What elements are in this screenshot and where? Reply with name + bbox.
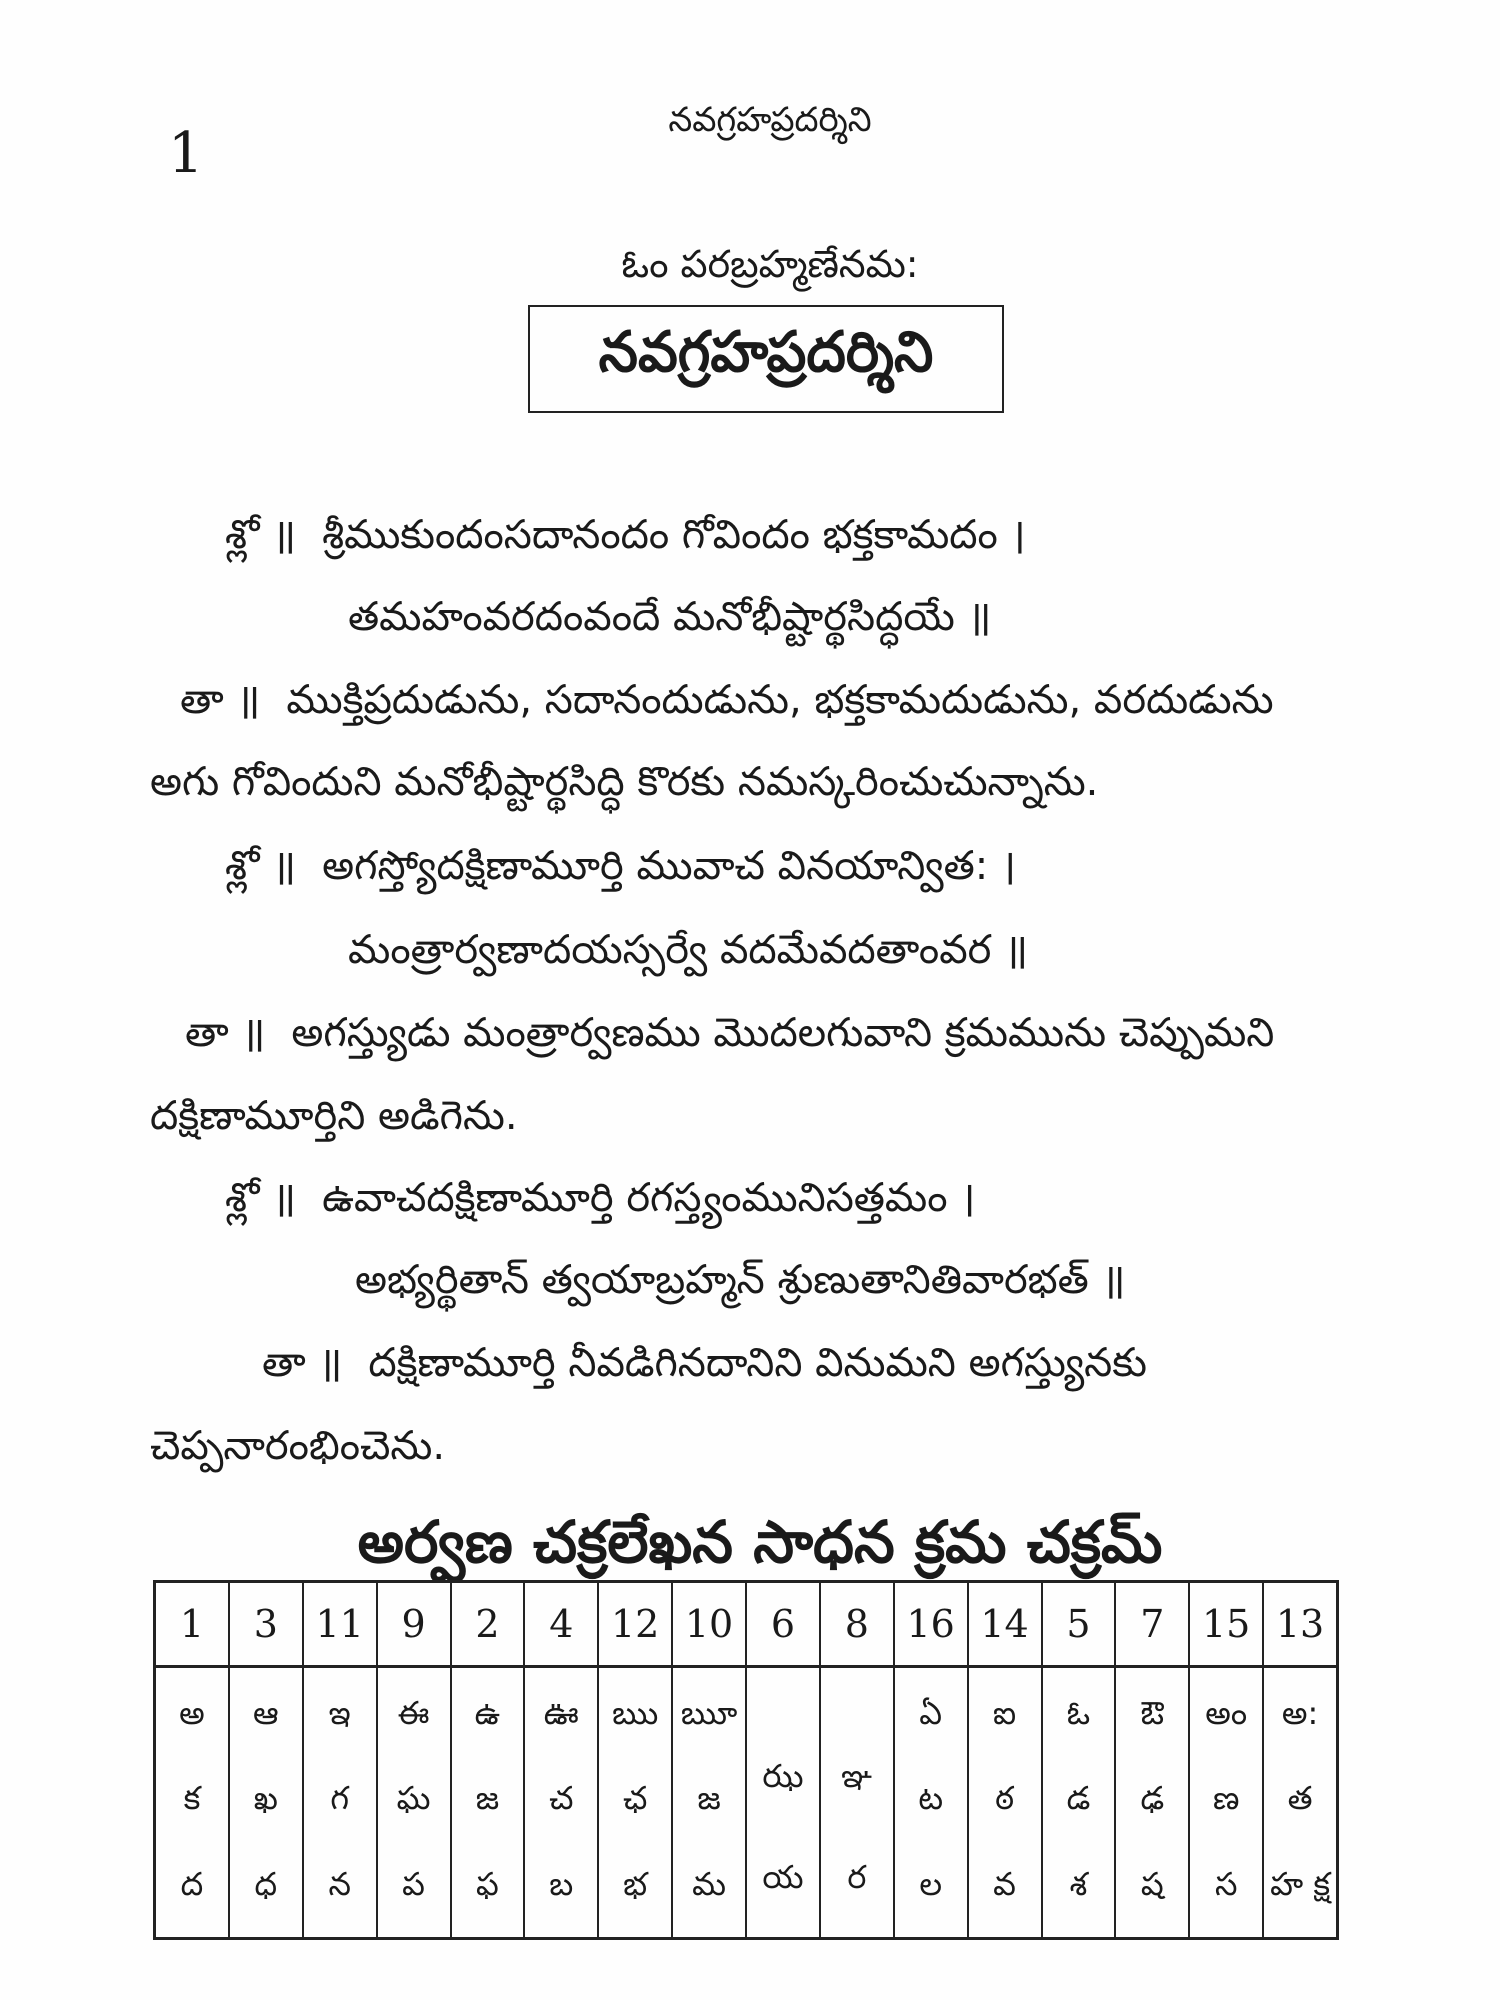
column-letters	[821, 1668, 893, 1937]
letter-cell: ర	[847, 1857, 867, 1896]
column-letters	[747, 1668, 819, 1937]
letter-cell: ఫ	[476, 1865, 499, 1904]
column-number: 8	[821, 1583, 893, 1668]
table-column	[895, 1583, 969, 1937]
letter-cell: అం	[1205, 1693, 1248, 1732]
column-number: 12	[599, 1583, 671, 1668]
column-letters	[452, 1668, 524, 1937]
verse-marker: శ్లో ॥	[225, 843, 297, 889]
column-letters	[673, 1668, 745, 1937]
column-number: 15	[1190, 1583, 1262, 1668]
table-column	[304, 1583, 378, 1937]
letter-cell: బ	[549, 1865, 574, 1904]
column-number: 4	[525, 1583, 597, 1668]
page-title: నవగ్రహప్రదర్శిని	[598, 319, 934, 385]
page-number: 1	[168, 121, 204, 186]
verse-line	[180, 677, 1274, 723]
verse-text: అగస్త్యుడు మంత్రార్వణము మొదలగువాని క్రమమును చెప్పుమని	[291, 1010, 1275, 1056]
verse-line	[348, 927, 1029, 973]
verse-marker: తా ॥	[180, 677, 261, 723]
verse-text: ముక్తిప్రదుడును, సదానందుడును, భక్తకామదుడును, వరదుడును	[286, 677, 1274, 723]
letter-cell: ద	[180, 1865, 204, 1904]
verse-text: దక్షిణామూర్తిని అడిగెను.	[150, 1093, 518, 1139]
table-column	[747, 1583, 821, 1937]
letter-cell: భ	[623, 1865, 648, 1904]
letter-cell: ణ	[1212, 1779, 1240, 1818]
table-column	[378, 1583, 452, 1937]
letter-cell: ఖ	[253, 1779, 278, 1818]
verse-text: అగస్త్యోదక్షిణామూర్తి మువాచ వినయాన్విత: ।	[322, 843, 1017, 889]
table-column	[1043, 1583, 1117, 1937]
letter-cell: జ	[697, 1779, 721, 1818]
table-column	[525, 1583, 599, 1937]
table-column	[230, 1583, 304, 1937]
verse-text: చెప్పనారంభించెను.	[150, 1423, 446, 1469]
letter-cell: చ	[549, 1779, 574, 1818]
column-number: 16	[895, 1583, 967, 1668]
column-number: 9	[378, 1583, 450, 1668]
column-letters	[1116, 1668, 1188, 1937]
verse-line	[225, 512, 1026, 558]
column-number: 1	[156, 1583, 228, 1668]
verse-text: తమహంవరదంవందే మనోభీష్టార్థసిద్ధయే ॥	[348, 594, 992, 640]
letter-cell: ప	[402, 1865, 425, 1904]
letter-cell: ఢ	[1140, 1779, 1165, 1818]
verse-line	[348, 594, 992, 640]
verse-marker: శ్లో ॥	[225, 1175, 297, 1221]
letter-cell: ఆ	[253, 1693, 279, 1732]
verse-text: అగు గోవిందుని మనోభీష్టార్థసిద్ధి కొరకు నమస్కరించుచున్నాను.	[150, 759, 1099, 805]
letter-cell: ఔ	[1140, 1693, 1165, 1732]
invocation: ఓం పరబ్రహ్మణేనమ:	[621, 242, 919, 286]
letter-cell: ఠ	[995, 1779, 1015, 1818]
verse-line	[185, 1010, 1275, 1056]
column-number: 13	[1264, 1583, 1336, 1668]
running-head: నవగ్రహప్రదర్శిని	[668, 100, 872, 140]
letter-cell: స	[1214, 1865, 1238, 1904]
letter-cell: ట	[918, 1779, 944, 1818]
letter-cell: ష	[1140, 1865, 1164, 1904]
letter-cell: అ:	[1281, 1693, 1319, 1732]
verse-line	[225, 843, 1017, 889]
letter-cell: ఉ	[474, 1693, 501, 1732]
verse-marker: తా ॥	[185, 1010, 266, 1056]
column-number: 5	[1043, 1583, 1115, 1668]
column-number: 2	[452, 1583, 524, 1668]
letter-cell: ఛ	[623, 1779, 648, 1818]
column-number: 6	[747, 1583, 819, 1668]
akshara-table	[153, 1580, 1339, 1940]
column-number: 14	[969, 1583, 1041, 1668]
verse-line	[150, 759, 1099, 805]
letter-cell: డ	[1066, 1779, 1091, 1818]
verse-line	[262, 1340, 1147, 1386]
table-column	[821, 1583, 895, 1937]
column-number: 10	[673, 1583, 745, 1668]
table-column	[1116, 1583, 1190, 1937]
column-letters	[525, 1668, 597, 1937]
letter-cell: శ	[1069, 1865, 1088, 1904]
letter-cell: అ	[179, 1693, 205, 1732]
verse-marker: శ్లో ॥	[225, 512, 297, 558]
table-column	[1190, 1583, 1264, 1937]
table-column	[969, 1583, 1043, 1937]
verse-marker: తా ॥	[262, 1340, 343, 1386]
column-letters	[304, 1668, 376, 1937]
letter-cell: ఝ	[762, 1756, 804, 1795]
column-letters	[599, 1668, 671, 1937]
column-number: 3	[230, 1583, 302, 1668]
letter-cell: ఐ	[992, 1693, 1017, 1732]
column-letters	[1264, 1668, 1336, 1937]
table-column	[452, 1583, 526, 1937]
verse-text: దక్షిణామూర్తి నీవడిగినదానిని వినుమని అగస్త్యునకు	[368, 1340, 1147, 1386]
title-box	[528, 305, 1004, 413]
column-letters	[1190, 1668, 1262, 1937]
letter-cell: ఏ	[919, 1693, 943, 1732]
letter-cell: ఋ	[612, 1693, 659, 1732]
table-column	[156, 1583, 230, 1937]
letter-cell: వ	[993, 1865, 1016, 1904]
column-letters	[895, 1668, 967, 1937]
letter-cell: గ	[330, 1779, 350, 1818]
column-number: 7	[1116, 1583, 1188, 1668]
letter-cell: ఓ	[1066, 1693, 1091, 1732]
column-letters	[969, 1668, 1041, 1937]
table-column	[673, 1583, 747, 1937]
letter-cell: ఘ	[396, 1779, 431, 1818]
verse-line	[150, 1423, 446, 1469]
letter-cell: హ క్ష	[1270, 1865, 1331, 1904]
letter-cell: త	[1287, 1779, 1313, 1818]
column-letters	[230, 1668, 302, 1937]
letter-cell: క	[183, 1779, 201, 1818]
letter-cell: ఈ	[397, 1693, 430, 1732]
letter-cell: ఊ	[543, 1693, 579, 1732]
letter-cell: మ	[692, 1865, 726, 1904]
verse-line	[150, 1093, 518, 1139]
column-number: 11	[304, 1583, 376, 1668]
letter-cell: ౠ	[680, 1693, 738, 1732]
verse-text: మంత్రార్వణాదయస్సర్వే వదమేవదతాంవర ॥	[348, 927, 1029, 973]
letter-cell: య	[762, 1857, 804, 1896]
verse-text: అభ్యర్థితాన్ త్వయాబ్రహ్మన్ శ్రుణుతానితివారభత్ ॥	[355, 1257, 1126, 1303]
letter-cell: ల	[919, 1865, 943, 1904]
table-column	[1264, 1583, 1336, 1937]
letter-cell: ఞ	[841, 1756, 873, 1795]
table-column	[599, 1583, 673, 1937]
table-title: అర్వణ చక్రలేఖన సాధన క్రమ చక్రమ్	[357, 1508, 1163, 1576]
verse-line	[355, 1257, 1126, 1303]
verse-text: ఉవాచదక్షిణామూర్తి రగస్త్యంమునిసత్తమం ।	[322, 1175, 976, 1221]
letter-cell: ఇ	[328, 1693, 351, 1732]
column-letters	[1043, 1668, 1115, 1937]
column-letters	[156, 1668, 228, 1937]
verse-text: శ్రీముకుందంసదానందం గోవిందం భక్తకామదం ।	[322, 512, 1026, 558]
verse-line	[225, 1175, 976, 1221]
letter-cell: న	[328, 1865, 351, 1904]
letter-cell: ధ	[254, 1865, 278, 1904]
column-letters	[378, 1668, 450, 1937]
letter-cell: జ	[475, 1779, 500, 1818]
